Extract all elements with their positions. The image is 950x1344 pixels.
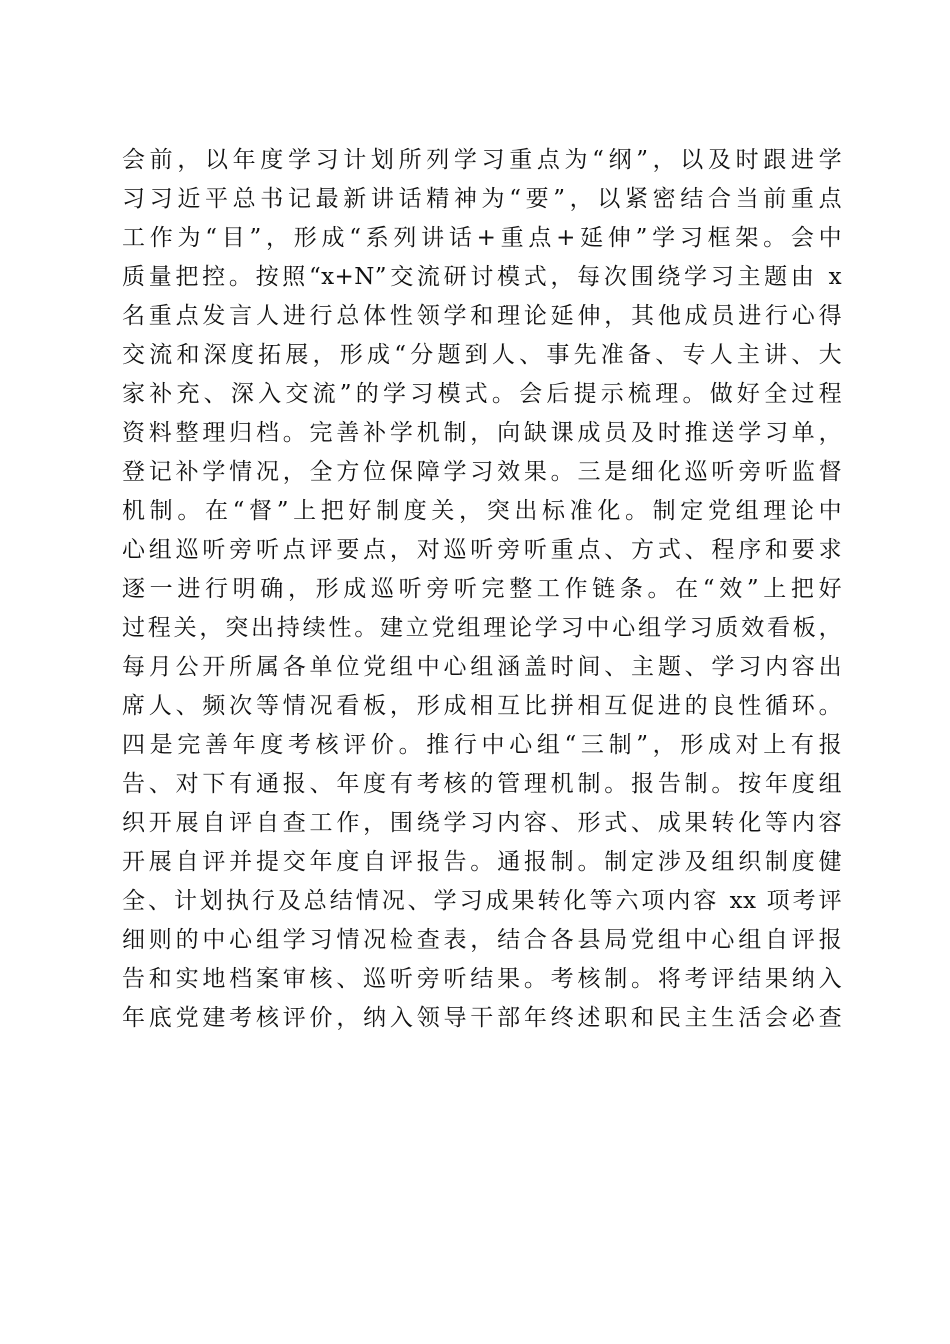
text-line: 告和实地档案审核、巡听旁听结果。考核制。将考评结果纳入 [122,966,842,992]
text-line: 质量把控。按照“x+N”交流研讨模式，每次围绕学习主题由 x [122,264,842,290]
text-line: 工作为“目”，形成“系列讲话+重点+延伸”学习框架。会中 [122,225,842,251]
text-line: 开展自评并提交年度自评报告。通报制。制定涉及组织制度健 [122,849,842,875]
text-line: 逐一进行明确，形成巡听旁听完整工作链条。在“效”上把好 [122,576,842,602]
text-line: 全、计划执行及总结情况、学习成果转化等六项内容 xx 项考评 [122,888,842,914]
text-line: 习习近平总书记最新讲话精神为“要”，以紧密结合当前重点 [122,186,842,212]
text-line: 机制。在“督”上把好制度关，突出标准化。制定党组理论中 [122,498,842,524]
text-line: 席人、频次等情况看板，形成相互比拼相互促进的良性循环。 [122,693,842,719]
text-line: 每月公开所属各单位党组中心组涵盖时间、主题、学习内容出 [122,654,842,680]
text-line: 名重点发言人进行总体性领学和理论延伸，其他成员进行心得 [122,303,842,329]
text-line: 家补充、深入交流”的学习模式。会后提示梳理。做好全过程 [122,381,842,407]
text-line: 细则的中心组学习情况检查表，结合各县局党组中心组自评报 [122,927,842,953]
text-line: 告、对下有通报、年度有考核的管理机制。报告制。按年度组 [122,771,842,797]
text-line: 登记补学情况，全方位保障学习效果。三是细化巡听旁听监督 [122,459,842,485]
text-line: 织开展自评自查工作，围绕学习内容、形式、成果转化等内容 [122,810,842,836]
text-line: 交流和深度拓展，形成“分题到人、事先准备、专人主讲、大 [122,342,842,368]
text-line: 年底党建考核评价，纳入领导干部年终述职和民主生活会必查 [122,1005,842,1031]
text-line: 过程关，突出持续性。建立党组理论学习中心组学习质效看板， [122,615,842,641]
body-text [122,141,842,1038]
text-line: 资料整理归档。完善补学机制，向缺课成员及时推送学习单， [122,420,842,446]
text-line: 四是完善年度考核评价。推行中心组“三制”，形成对上有报 [122,732,842,758]
text-line: 会前，以年度学习计划所列学习重点为“纲”，以及时跟进学 [122,147,842,173]
text-line: 心组巡听旁听点评要点，对巡听旁听重点、方式、程序和要求 [122,537,842,563]
